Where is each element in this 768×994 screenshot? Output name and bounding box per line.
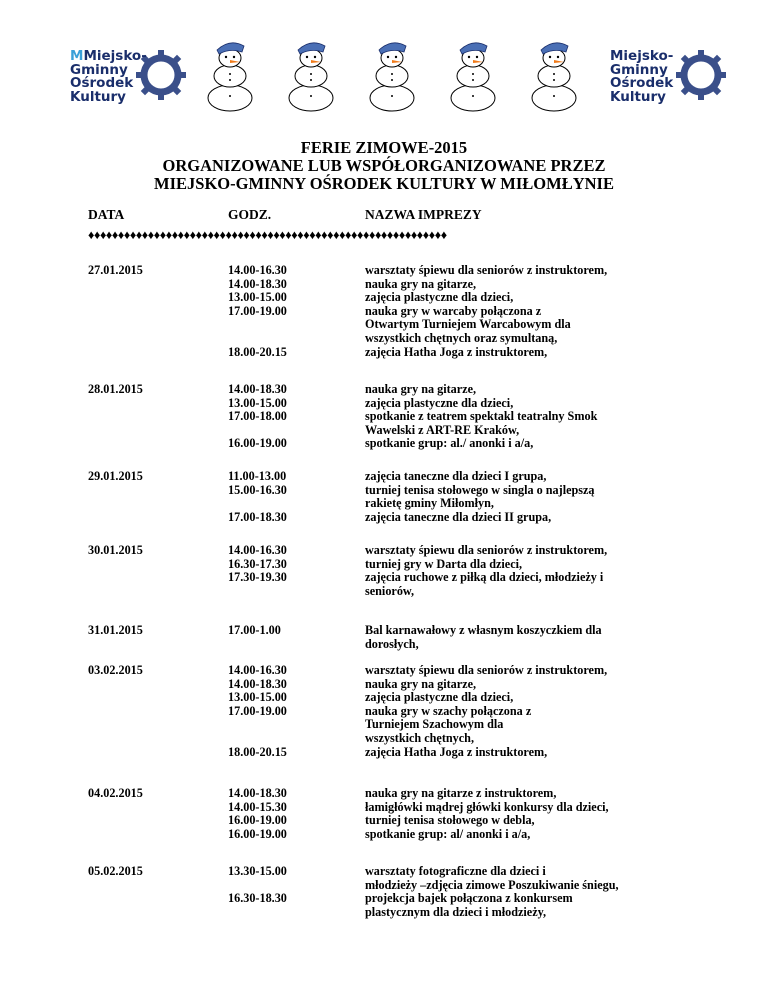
row-events — [365, 624, 695, 651]
row-hours — [228, 624, 281, 638]
hour-range: 17.00-18.30 — [228, 509, 287, 524]
snowman-icon — [200, 38, 260, 112]
hour-range: 11.00-13.00 — [228, 469, 287, 483]
hour-range: 17.00-19.00 — [228, 303, 287, 318]
mgok-logo-left — [70, 46, 188, 106]
hour-range: 17.00-19.00 — [228, 703, 287, 718]
event-line: warsztaty śpiewu dla seniorów z instruktorem, — [365, 263, 608, 277]
event-line: projekcja bajek połączona z konkursem — [365, 891, 573, 906]
hour-range — [228, 318, 287, 332]
event-line: turniej tenisa stołowego w debla, — [365, 813, 535, 828]
row-date: 03.02.2015 — [88, 663, 143, 677]
row-hours — [228, 383, 287, 451]
row-events — [365, 787, 695, 841]
hour-range: 13.00-15.00 — [228, 395, 287, 410]
event-line: zajęcia taneczne dla dzieci I grupa, — [365, 469, 547, 483]
event-line: zajęcia ruchowe z piłką dla dzieci, młodzieży i — [365, 570, 604, 585]
page-subtitle-2: MIEJSKO-GMINNY OŚRODEK KULTURY W MIŁOMŁYNIE — [154, 174, 614, 193]
snowman-icon — [362, 38, 422, 112]
event-line: zajęcia Hatha Joga z instruktorem, — [365, 344, 548, 359]
event-line: nauka gry na gitarze, — [365, 276, 477, 291]
row-date: 27.01.2015 — [88, 263, 143, 277]
event-line: spotkanie grup: al/ anonki i a/a, — [365, 826, 531, 841]
logo-line-3: Ośrodek — [70, 75, 134, 91]
event-line: nauka gry w szachy połączona z — [365, 703, 532, 718]
hour-range: 17.00-18.00 — [228, 409, 287, 424]
row-events — [365, 470, 695, 524]
row-hours — [228, 470, 287, 524]
gear-icon — [676, 50, 726, 100]
row-hours — [228, 544, 287, 585]
logo-wordmark: MMiejsko- Gminny Ośrodek Kultury — [70, 48, 147, 105]
column-header-name: NAZWA IMPREZY — [365, 207, 482, 222]
hour-range — [228, 497, 287, 511]
column-header-date: DATA — [88, 207, 125, 222]
event-line: seniorów, — [365, 583, 415, 598]
hour-range: 14.00-18.30 — [228, 676, 287, 691]
event-line: zajęcia plastyczne dla dzieci, — [365, 395, 514, 410]
page-subtitle-1: ORGANIZOWANE LUB WSPÓŁORGANIZOWANE PRZEZ — [162, 156, 606, 175]
logo-line-2: Gminny — [610, 61, 668, 78]
event-line: plastycznym dla dzieci i młodzieży, — [365, 904, 547, 919]
logo-line-1: Miejsko- — [83, 48, 147, 64]
hour-range: 16.00-19.00 — [228, 826, 287, 841]
hour-range: 14.00-16.30 — [228, 543, 287, 557]
event-line: Bal karnawałowy z własnym koszyczkiem dla — [365, 623, 602, 637]
hour-range: 16.30-18.30 — [228, 891, 287, 906]
mgok-logo-right — [610, 46, 728, 106]
row-date: 31.01.2015 — [88, 623, 143, 637]
hour-range: 14.00-18.30 — [228, 382, 287, 396]
event-line: młodzieży –zdjęcia zimowe Poszukiwanie śniegu, — [365, 877, 619, 892]
event-line: spotkanie z teatrem spektakl teatralny Smok — [365, 409, 598, 424]
row-date: 29.01.2015 — [88, 469, 143, 483]
row-date: 28.01.2015 — [88, 382, 143, 396]
hour-range: 18.00-20.15 — [228, 344, 287, 359]
hour-range: 14.00-15.30 — [228, 799, 287, 814]
event-line: Turniejem Szachowym dla — [365, 717, 504, 732]
logo-line-2: Gminny — [70, 61, 128, 78]
row-events — [365, 383, 695, 451]
row-events — [365, 865, 695, 919]
logo-line-4: Kultury — [70, 88, 126, 105]
event-line: rakietę gminy Miłomłyn, — [365, 496, 494, 511]
event-line: warsztaty fotograficzne dla dzieci i — [365, 864, 546, 878]
row-hours — [228, 664, 287, 759]
hour-range: 14.00-16.30 — [228, 263, 287, 277]
event-line: warsztaty śpiewu dla seniorów z instruktorem, — [365, 663, 608, 677]
event-line: nauka gry na gitarze, — [365, 676, 477, 691]
hour-range: 14.00-18.30 — [228, 786, 287, 800]
row-date: 04.02.2015 — [88, 786, 143, 800]
event-line: Otwartym Turniejem Warcabowym dla — [365, 317, 571, 332]
hour-range: 17.00-1.00 — [228, 623, 281, 637]
hour-range: 13.00-15.00 — [228, 690, 287, 705]
event-line: dorosłych, — [365, 636, 419, 651]
snowman-icon — [281, 38, 341, 112]
hour-range — [228, 424, 287, 438]
event-line: zajęcia taneczne dla dzieci II grupa, — [365, 509, 552, 524]
hour-range — [228, 732, 287, 746]
event-line: zajęcia plastyczne dla dzieci, — [365, 690, 514, 705]
hour-range — [228, 879, 287, 893]
event-line: nauka gry na gitarze z instruktorem, — [365, 786, 557, 800]
snowman-icon — [524, 38, 584, 112]
logo-line-4: Kultury — [610, 88, 666, 105]
hour-range: 16.30-17.30 — [228, 556, 287, 571]
hour-range — [228, 332, 287, 346]
event-line: nauka gry w warcaby połączona z — [365, 303, 542, 318]
row-hours — [228, 865, 287, 906]
hour-range: 18.00-20.15 — [228, 744, 287, 759]
event-line: turniej gry w Darta dla dzieci, — [365, 556, 523, 571]
hour-range — [228, 718, 287, 732]
event-line: turniej tenisa stołowego w singla o najlepszą — [365, 482, 595, 497]
snowman-icon — [443, 38, 503, 112]
page-title: FERIE ZIMOWE-2015 — [300, 138, 468, 157]
logo-wordmark — [610, 50, 673, 104]
row-date: 30.01.2015 — [88, 543, 143, 557]
column-header-hours: GODZ. — [228, 207, 272, 222]
event-line: warsztaty śpiewu dla seniorów z instruktorem, — [365, 543, 608, 557]
event-line: Wawelski z ART-RE Kraków, — [365, 422, 520, 437]
hour-range: 14.00-16.30 — [228, 663, 287, 677]
row-events — [365, 264, 695, 359]
event-line: spotkanie grup: al./ anonki i a/a, — [365, 436, 534, 451]
event-line: zajęcia plastyczne dla dzieci, — [365, 290, 514, 305]
row-date: 05.02.2015 — [88, 864, 143, 878]
logo-line-3: Ośrodek — [610, 75, 674, 91]
hour-range: 13.30-15.00 — [228, 864, 287, 878]
event-line: wszystkich chętnych, — [365, 730, 475, 745]
hour-range: 15.00-16.30 — [228, 482, 287, 497]
row-events — [365, 544, 695, 598]
diamond-divider: ♦♦♦♦♦♦♦♦♦♦♦♦♦♦♦♦♦♦♦♦♦♦♦♦♦♦♦♦♦♦♦♦♦♦♦♦♦♦♦♦♦♦♦♦♦♦♦♦♦♦♦♦♦♦♦♦♦♦♦♦ — [88, 228, 447, 242]
row-events — [365, 664, 695, 759]
event-line: wszystkich chętnych oraz symultaną, — [365, 330, 558, 345]
header-banner — [0, 38, 768, 108]
logo-line-1: Miejsko- — [610, 48, 674, 64]
hour-range: 16.00-19.00 — [228, 436, 287, 451]
hour-range: 14.00-18.30 — [228, 276, 287, 291]
hour-range: 13.00-15.00 — [228, 290, 287, 305]
event-line: zajęcia Hatha Joga z instruktorem, — [365, 744, 548, 759]
event-line: łamigłówki mądrej główki konkursy dla dzieci, — [365, 799, 609, 814]
hour-range: 16.00-19.00 — [228, 813, 287, 828]
row-hours — [228, 787, 287, 841]
row-hours — [228, 264, 287, 359]
event-line: nauka gry na gitarze, — [365, 382, 477, 396]
hour-range: 17.30-19.30 — [228, 570, 287, 585]
